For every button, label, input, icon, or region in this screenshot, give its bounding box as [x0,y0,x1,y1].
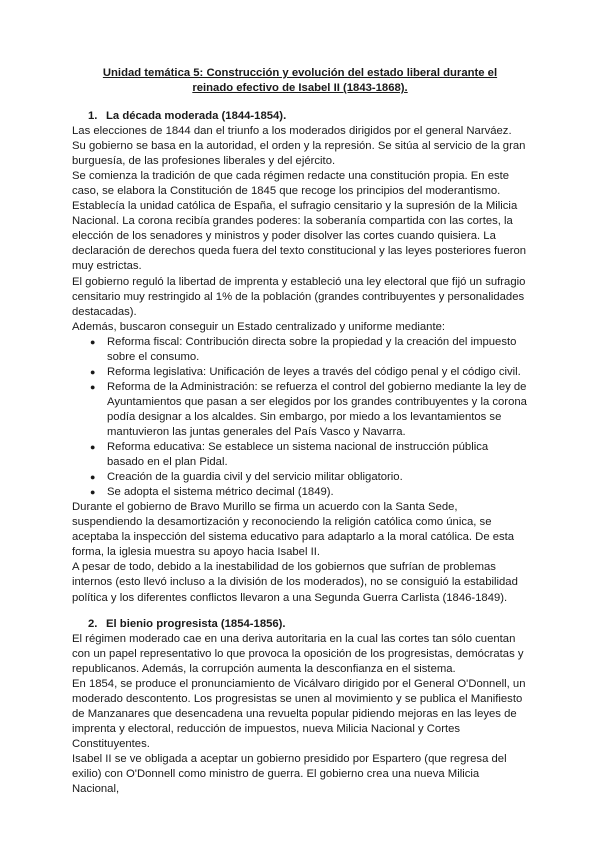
bullet-icon: ● [90,366,96,377]
reforms-list [72,335,528,501]
section-1-paragraph-4: Además, buscaron conseguir un Estado centralizado y uniforme mediante: [72,320,446,333]
section-1-paragraph-6: A pesar de todo, debido a la inestabilidad de los gobiernos que sufrían de problemas internos (esto llevó incluso a la división de los moderados), no se consiguió la estabilidad política y los diferentes conflictos llevaron a una Segunda Guerra Carlista (1846-1849). [72,561,518,604]
section-1-heading-text: La década moderada (1844-1854). [106,110,287,122]
section-1-paragraph-5: Durante el gobierno de Bravo Murillo se firma un acuerdo con la Santa Sede, suspendiendo la desamortización y reconociendo la religión católica como única, se aceptaba la inspección del sistema educativo para adaptarlo a la moral católica. De esta forma, la iglesia muestra su apoyo hacia Isabel II. [72,501,515,559]
list-item: ● Creación de la guardia civil y del servicio militar obligatorio. [90,470,528,485]
bullet-icon: ● [90,442,96,453]
section-1-paragraph-3: El gobierno reguló la libertad de imprenta y estableció una ley electoral que fijó un sufragio censitario muy restringido al 1% de la población (grandes contribuyentes y personalidades destacadas). [72,275,526,318]
section-gap [72,606,528,617]
bullet-icon: ● [90,472,96,483]
document-title: Unidad temática 5: Construcción y evolución del estado liberal durante el reinado efectivo de Isabel II (1843-1868). [102,67,498,94]
list-item: ● Reforma legislativa: Unificación de leyes a través del código penal y el código civil. [90,365,528,380]
bullet-icon: ● [90,336,96,347]
section-2-heading [72,617,528,632]
list-item: ● Reforma fiscal: Contribución directa sobre la propiedad y la creación del impuesto sobre el consumo. [90,335,517,363]
section-1-number: 1. [88,110,98,122]
bullet-icon: ● [90,487,96,498]
list-item: ● Reforma educativa: Se establece un sistema nacional de instrucción pública basado en el plan Pidal. [90,441,489,469]
section-2-paragraph-1: El régimen moderado cae en una deriva autoritaria en la cual las cortes tan sólo cuentan con un papel representativo lo que provoca la oposición de los progresistas, demócratas y republicanos. Además, la corrupción aumenta la desconfianza en el sistema. [72,632,524,675]
section-2-paragraph-2: En 1854, se produce el pronunciamiento de Vicálvaro dirigido por el General O'Donnell, un moderado descontento. Los progresistas se unen al movimiento y se publica el Manifiesto de Manzanares que desencadena una revuelta popular pidiendo mejoras en las leyes de imprenta y electoral, reducción de impuestos, nueva Milicia Nacional y Cortes Constituyentes. [72,677,526,750]
list-item: ● Se adopta el sistema métrico decimal (1849). [90,485,528,500]
section-2-number: 2. [88,617,98,630]
section-1-paragraph-1: Las elecciones de 1844 dan el triunfo a los moderados dirigidos por el general Narváez. Su gobierno se basa en la autoridad, el orden y la represión. Se sitúa al servicio de la gran burguesía, de las profesiones liberales y del ejército. [72,125,526,168]
section-1-paragraph-2: Se comienza la tradición de que cada régimen redacte una constitución propia. En este caso, se elabora la Constitución de 1845 que recoge los principios del moderantismo. Establecía la unidad católica de España, el sufragio censitario y la supresión de la Milicia Nacional. La corona recibía grandes poderes: la soberanía compartida con las cortes, la elección de los senadores y ministros y poder disolver las cortes cuando quisiera. La declaración de derechos queda fuera del texto constitucional y las leyes posteriores fueron muy estrictas. [72,170,527,273]
bullet-icon: ● [90,381,96,392]
section-2-paragraph-3: Isabel II se ve obligada a aceptar un gobierno presidido por Espartero (que regresa del exilio) con O'Donnell como ministro de guerra. El gobierno crea una nueva Milicia Nacional, [72,752,507,796]
list-item: ● Reforma de la Administración: se refuerza el control del gobierno mediante la ley de Ayuntamientos que pasan a ser elegidos por los grandes contribuyentes y la corona podía designar a los alcaldes. Sin embargo, por miedo a los levantamientos se mantuvieron las juntas generales del País Vasco y Navarra. [90,380,527,438]
section-1-heading [72,109,528,124]
section-2-heading-text: El bienio progresista (1854-1856). [106,617,286,630]
